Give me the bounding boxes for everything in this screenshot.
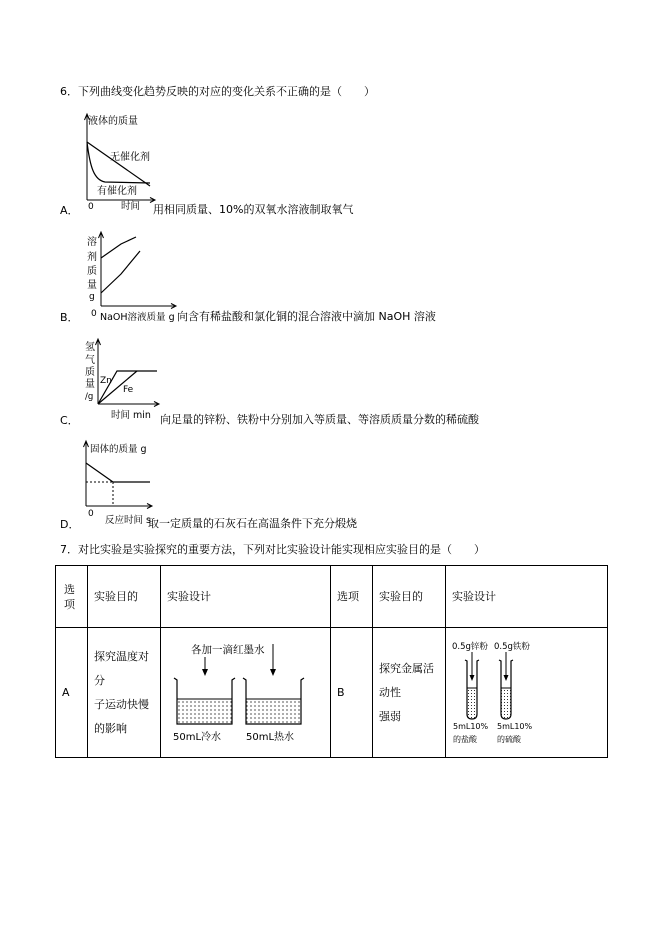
row-purpose-a	[88, 628, 161, 758]
row-design-b	[446, 628, 608, 758]
graph-c-ylabel-unit: /g	[85, 392, 94, 402]
tube-right-bottom-label: 的硫酸	[497, 734, 521, 744]
option-b-label: B．	[60, 311, 79, 324]
graph-a	[83, 112, 158, 212]
dropper-arrowhead-right	[270, 669, 276, 676]
purpose-a-line: 的影响	[94, 721, 127, 735]
q7-stem: 7．对比实验是实验探究的重要方法，下列对比实验设计能实现相应实验目的是（ ）	[60, 543, 485, 556]
purpose-b-line: 强弱	[379, 709, 401, 723]
graph-c-ylabel-char: 氢	[85, 342, 95, 353]
q7-comparison-table	[55, 565, 608, 758]
graph-c	[83, 338, 161, 422]
cold-water-liquid	[178, 699, 232, 724]
option-b-text: 向含有稀盐酸和氯化铜的混合溶液中滴加 NaOH 溶液	[177, 310, 436, 323]
tube-right-top-label: 0.5g铁粉	[494, 641, 530, 652]
table-row	[56, 628, 608, 758]
tube-left-bottom-label: 5mL10%	[453, 721, 489, 731]
option-c-label: C．	[60, 414, 79, 427]
tube-right-liquid	[502, 688, 511, 719]
row-design-a	[161, 628, 331, 758]
graph-b-xlabel: NaOH溶液质量 g	[100, 312, 175, 323]
tube-left-liquid	[468, 688, 477, 719]
test-tube-diagram	[449, 638, 534, 748]
beaker-right-label: 50mL热水	[246, 731, 295, 743]
tube-left-arrowhead	[470, 675, 475, 681]
graph-a-ylabel: 液体的质量	[88, 116, 138, 127]
graph-b-origin: 0	[91, 309, 97, 319]
tube-left-bottom-label: 的盐酸	[453, 734, 477, 744]
graph-b-curve-upper	[101, 237, 136, 258]
graph-a-series-label-2: 有催化剂	[97, 186, 137, 197]
graph-c-ylabel-char: 量	[85, 379, 95, 390]
purpose-b-line: 探究金属活	[379, 661, 434, 675]
graph-d-ylabel: 固体的质量 g	[90, 444, 147, 455]
option-c-text: 向足量的锌粉、铁粉中分别加入等质量、等溶质质量分数的稀硫酸	[160, 413, 479, 426]
header-design: 实验设计	[161, 566, 331, 628]
purpose-a-line: 子运动快慢	[94, 697, 149, 711]
tube-right-bottom-label: 5mL10%	[497, 721, 533, 731]
graph-a-xlabel: 时间	[121, 201, 141, 212]
dropper-arrowhead-left	[202, 669, 208, 676]
beaker-diagram	[169, 640, 309, 746]
beaker-left-label: 50mL冷水	[173, 731, 222, 743]
graph-c-series-label-fe: Fe	[123, 385, 134, 395]
hot-water-liquid	[247, 699, 301, 724]
row-option-b: B	[331, 628, 373, 758]
graph-a-curve-no-catalyst	[87, 142, 150, 186]
graph-c-ylabel-char: 气	[85, 355, 95, 366]
purpose-a-line: 探究温度对	[94, 649, 149, 663]
graph-b	[83, 231, 178, 323]
header-purpose: 实验目的	[373, 566, 446, 628]
tube-right-arrowhead	[504, 675, 509, 681]
header-purpose: 实验目的	[88, 566, 161, 628]
option-d-text: 取一定质量的石灰石在高温条件下充分煅烧	[148, 517, 357, 530]
graph-d-guide-lines	[86, 482, 113, 506]
graph-b-ylabel-unit: g	[89, 292, 95, 302]
purpose-a-line: 分	[94, 673, 105, 687]
graph-b-ylabel-char: 溶	[87, 237, 97, 248]
header-design: 实验设计	[446, 566, 608, 628]
row-option-a: A	[56, 628, 88, 758]
graph-a-origin: 0	[88, 202, 94, 212]
graph-c-ylabel-char: 质	[85, 367, 95, 378]
graph-b-curve-lower	[101, 251, 140, 293]
graph-d-xlabel: 反应时间 s	[105, 515, 151, 526]
graph-b-ylabel-char: 量	[87, 280, 97, 291]
beaker-caption: 各加一滴红墨水	[191, 643, 265, 656]
tube-left-top-label: 0.5g锌粉	[452, 641, 488, 652]
graph-d-origin: 0	[88, 509, 94, 519]
option-d-label: D．	[60, 518, 80, 531]
header-option: 选项	[331, 566, 373, 628]
q6-stem: 6．下列曲线变化趋势反映的对应的变化关系不正确的是（ ）	[60, 85, 375, 98]
graph-c-series-label-zn: Zn	[100, 376, 112, 386]
graph-b-ylabel-char: 剂	[87, 252, 97, 263]
graph-d	[83, 440, 153, 528]
option-a-text: 用相同质量、10%的双氧水溶液制取氧气	[153, 203, 354, 216]
table-header-row	[56, 566, 608, 628]
row-purpose-b	[373, 628, 446, 758]
graph-c-xlabel: 时间 min	[111, 410, 151, 421]
option-a-label: A．	[60, 204, 79, 217]
header-option: 选项	[56, 566, 88, 628]
graph-d-curve	[86, 463, 150, 482]
graph-b-ylabel-char: 质	[87, 266, 97, 277]
graph-a-series-label-1: 无催化剂	[110, 152, 150, 163]
purpose-b-line: 动性	[379, 685, 401, 699]
